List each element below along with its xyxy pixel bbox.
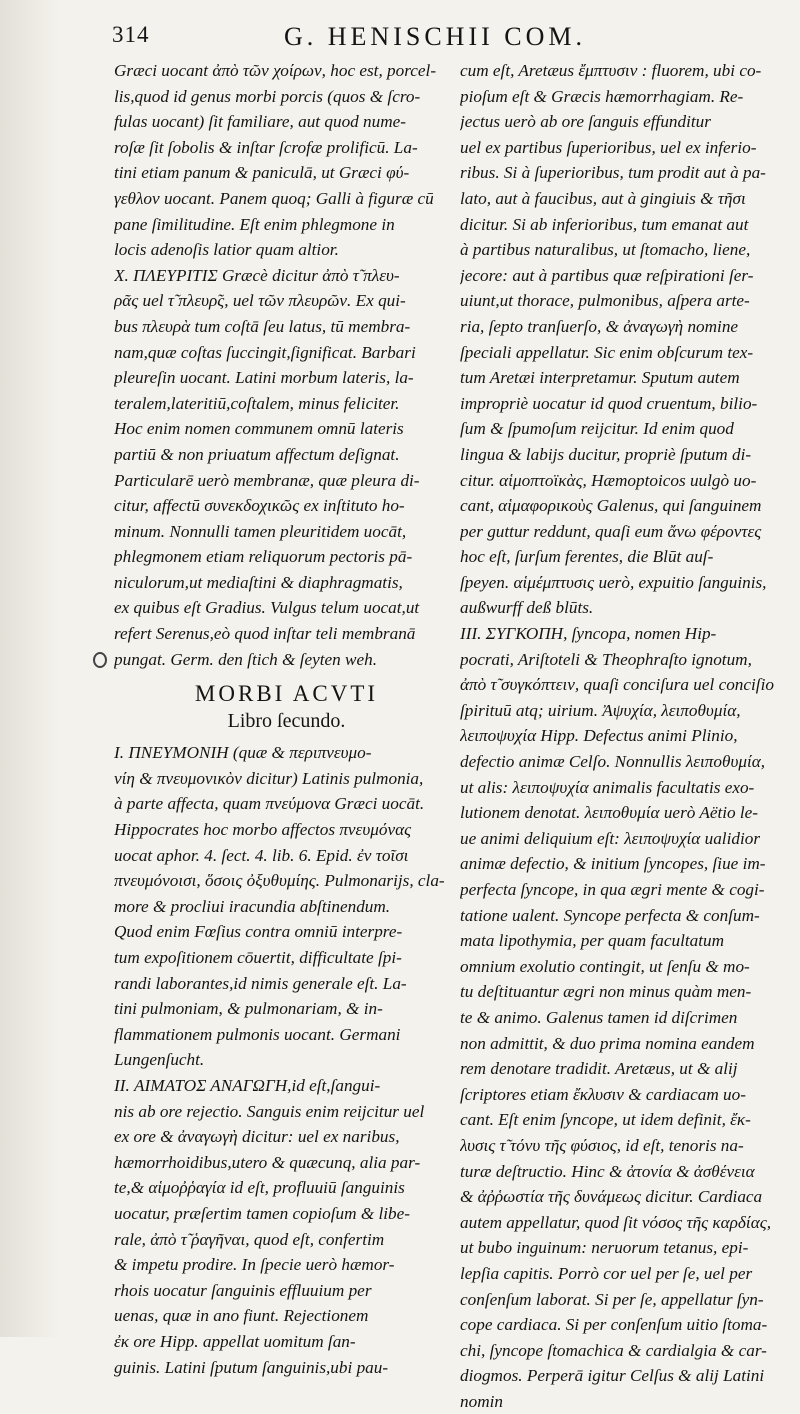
text-line: turæ deſtructio. Hinc & ἀτονία & ἀσθένεια <box>460 1161 755 1181</box>
text-line: rem denotare tradidit. Aretæus, ut & alij <box>460 1059 738 1079</box>
text-line: chi, ſyncope ſtomachica & cardialgia & car- <box>460 1340 767 1360</box>
text-line: fulas uocant) ſit familiare, aut quod nume- <box>114 112 407 132</box>
binding-hole-mark <box>93 652 107 668</box>
text-line: uiunt,ut thorace, pulmonibus, aſpera arte- <box>460 291 750 311</box>
text-line: ἀπὸ τ̃ συγκόπτειν, quaſi conciſura uel conciſio <box>460 675 774 695</box>
text-line: γεθλον uocant. Panem quoq; Galli à figuræ cū <box>114 188 434 208</box>
text-line: citur, affectū συνεκδοχικῶς ex inſtituto ho- <box>114 496 405 516</box>
text-line: defectio animæ Celſo. Nonnullis λειποθυμία, <box>460 752 766 772</box>
text-line: lutionem denotat. λειποθυμία uerò Aëtio le- <box>460 803 759 823</box>
left-text-block-1 <box>114 58 459 672</box>
text-line: ſpeciali appellatur. Sic enim obſcurum tex- <box>460 342 754 362</box>
text-line: per guttur reddunt, quaſi eum ἄνω φέροντες <box>460 521 762 541</box>
text-line: tini pulmoniam, & pulmonariam, & in- <box>114 999 383 1019</box>
text-line: jecore: aut à partibus quæ reſpirationi ſer- <box>460 265 754 285</box>
text-line: außwurff deß blūts. <box>460 598 594 618</box>
text-line: more & procliui iracundia abſtinendum. <box>114 896 391 916</box>
text-line: refert Serenus,eò quod inſtar teli membranā <box>114 624 416 644</box>
section-subheading: Libro ſecundo. <box>227 710 346 733</box>
left-text-block-2 <box>114 740 459 1380</box>
text-line: ex ore & ἀναγωγὴ dicitur: uel ex naribus, <box>114 1127 400 1147</box>
text-line: ſum & ſpumoſum reijcitur. Id enim quod <box>460 419 734 439</box>
text-line: conſenſum laborat. Si per ſe, appellatur ſyn- <box>460 1289 764 1309</box>
text-line: & ἀῤῥωστία τῆς δυνάμεως dicitur. Cardiaca <box>460 1187 763 1207</box>
page-number: 314 <box>112 22 150 47</box>
section-heading: MORBI ACVTI <box>194 681 379 707</box>
text-line: teralem,lateritiū,coſtalem, minus feliciter. <box>114 393 400 413</box>
page-gutter-shadow <box>0 0 60 1337</box>
text-line: randi laborantes,id nimis generale eſt. La- <box>114 973 407 993</box>
text-line: ut alis: λειποψυχία animalis facultatis exo- <box>460 777 755 797</box>
text-line: lato, aut à faucibus, aut à gingiuis & τῆσι <box>460 188 746 208</box>
text-line: νίη & πνευμονικὸν dicitur) Latinis pulmonia, <box>114 768 424 788</box>
text-line: omnium exolutio contingit, ut ſenſu & mo- <box>460 956 750 976</box>
text-line: uocat aphor. 4. ſect. 4. lib. 6. Epid. ἐν τοῖσι <box>114 845 409 865</box>
text-line: ſpirituū atq; uirium. Ἀψυχία, λειποθυμία, <box>460 700 741 720</box>
text-line: hæmorrhoidibus,utero & quæcunq, alia par- <box>114 1152 421 1172</box>
text-line: jectus uerò ab ore ſanguis effunditur <box>460 112 711 132</box>
text-line: animæ defectio, & initium ſyncopes, ſiue im- <box>460 854 766 874</box>
text-line: ue animi deliquium eſt: λειποψυχία ualidior <box>460 828 761 848</box>
text-line: ſcriptores etiam ἔκλυσιν & cardiacam uo- <box>460 1084 746 1104</box>
text-line: niculorum,ut mediaſtini & diaphragmatis, <box>114 572 403 592</box>
text-line: Hippocrates hoc morbo affectos πνευμόνας <box>114 820 412 840</box>
text-line: tum Aretæi interpretamur. Sputum autem <box>460 368 740 388</box>
text-line: bus πλευρὰ tum coſtā ſeu latus, tū membra- <box>114 316 411 336</box>
text-line: tu deſtituantur ægri non minus quàm men- <box>460 982 752 1002</box>
text-line: guinis. Latini ſputum ſanguinis,ubi pau- <box>114 1357 389 1377</box>
text-line: lingua & labijs ducitur, propriè ſputum di- <box>460 444 752 464</box>
text-line: tum expoſitionem cōuertit, difficultate ſpi- <box>114 948 402 967</box>
text-line: autem appellatur, quod ſit νόσος τῆς καρδίας, <box>460 1212 771 1232</box>
text-line: hoc eſt, ſurſum ferentes, die Blūt auſ- <box>460 547 714 567</box>
right-column <box>460 58 792 1414</box>
text-line: I. ΠΝΕΥΜΟΝΙΗ (quæ & περιπνευμο- <box>114 743 372 763</box>
text-line: minum. Nonnulli tamen pleuritidem uocāt, <box>114 521 407 541</box>
text-line: lis,quod id genus morbi porcis (quos & ſcro- <box>114 86 421 106</box>
text-line: impropriè uocatur id quod cruentum, bilio- <box>460 393 758 413</box>
text-line: Græci uocant ἀπὸ τῶν χοίρων, hoc est, porcel- <box>114 61 437 80</box>
text-line: cum eſt, Aretæus ἔμπτυσιν : fluorem, ubi co- <box>460 61 762 80</box>
text-line: te & animo. Galenus tamen id diſcrimen <box>460 1007 738 1027</box>
text-line: locis adenoſis latior quam altior. <box>114 240 339 260</box>
text-line: II. ΑΙΜΑΤΟΣ ΑΝΑΓΩΓΗ,id eſt,ſangui- <box>114 1075 381 1095</box>
text-line: X. ΠΛΕΥΡΙΤΙΣ Græcè dicitur ἀπὸ τ̃ πλευ- <box>114 265 400 285</box>
text-line: pane ſimilitudine. Eſt enim phlegmone in <box>114 214 395 234</box>
text-line: cope cardiaca. Si per conſenſum uitio ſtoma- <box>460 1315 768 1335</box>
text-line: λειποψυχία Hipp. Defectus animi Plinio, <box>460 726 738 746</box>
text-line: pungat. Germ. den ſtich & ſeyten weh. <box>114 649 378 669</box>
text-line: ex quibus eſt Gradius. Vulgus telum uocat,ut <box>114 598 420 618</box>
text-line: cant. Eſt enim ſyncope, ut idem definit, ἔκ- <box>460 1110 751 1130</box>
text-line: nis ab ore rejectio. Sanguis enim reijcitur uel <box>114 1101 425 1121</box>
text-line: Lungenſucht. <box>114 1050 205 1070</box>
text-line: uel ex partibus ſuperioribus, uel ex inferio- <box>460 137 757 157</box>
text-line: ut bubo inguinum: neruorum tetanus, epi- <box>460 1238 749 1258</box>
text-line: tini etiam panum & paniculā, ut Græci φύ- <box>114 163 410 183</box>
running-header <box>112 22 782 56</box>
text-line: ἐκ ore Hipp. appellat uomitum ſan- <box>114 1331 356 1351</box>
text-line: Hoc enim nomen communem omnū lateris <box>114 419 404 439</box>
text-line: pocrati, Ariſtoteli & Theophraſto ignotum, <box>460 649 752 669</box>
text-line: à partibus naturalibus, ut ſtomacho, liene, <box>460 240 751 260</box>
text-line: ſpeyen. αἱμέμπτυσις uerò, expuitio ſanguinis, <box>460 572 767 592</box>
text-line: ribus. Si à ſuperioribus, tum prodit aut à pa- <box>460 163 766 183</box>
text-line: πνευμόνοισι, ὅσοις ὀξυθυμίης. Pulmonarijs, cla- <box>114 871 445 891</box>
text-line: ria, ſepto tranſuerſo, & ἀναγωγὴ nomine <box>460 316 739 336</box>
text-line: lepſia capitis. Porrò cor uel per ſe, uel per <box>460 1263 753 1283</box>
text-line: partiū & non priuatum affectum deſignat. <box>114 444 400 464</box>
text-line: mata lipothymia, per quam facultatum <box>460 931 724 951</box>
right-text-block-1 <box>460 58 792 621</box>
text-line: citur. αἱμοπτοϊκὰς, Hæmoptoicos uulgò uo- <box>460 470 757 490</box>
running-title: G. HENISCHII COM. <box>284 22 586 51</box>
text-line: uenas, quæ in ano fiunt. Rejectionem <box>114 1306 369 1326</box>
text-line: pleureſin uocant. Latini morbum lateris, la- <box>114 368 414 388</box>
text-line: ρᾶς uel τ̃ πλευρ̃ς, uel τῶν πλευρῶν. Ex qui- <box>114 291 406 311</box>
text-line: à parte affecta, quam πνεύμονα Græci uocāt. <box>114 794 425 814</box>
left-column <box>114 58 459 1380</box>
text-line: pioſum eſt & Græcis hæmorrhagiam. Re- <box>460 86 744 106</box>
text-line: perfecta ſyncope, in qua ægri mente & cogi- <box>460 880 765 899</box>
text-line: rhois uocatur ſanguinis effluuium per <box>114 1280 372 1300</box>
text-line: nomin <box>460 1391 503 1411</box>
text-line: Quod enim Fœſius contra omniū interpre- <box>114 922 403 942</box>
text-line: & impetu prodire. In ſpecie uerò hæmor- <box>114 1255 395 1275</box>
text-line: λυσις τ̃ τόνυ τῆς φύσιος, id eſt, tenoris na- <box>460 1135 744 1155</box>
right-text-block-2 <box>460 621 792 1414</box>
text-line: nam,quæ coſtas ſuccingit,ſignificat. Barbari <box>114 342 416 362</box>
text-line: Particularē uerò membranæ, quæ pleura di- <box>114 470 420 490</box>
text-line: III. ΣΥΓΚΟΠΗ, ſyncopa, nomen Hip- <box>460 624 717 644</box>
text-line: diogmos. Perperā igitur Celſus & alij Latini <box>460 1366 765 1386</box>
text-line: uocatur, præſertim tamen copioſum & libe- <box>114 1203 410 1223</box>
text-line: roſæ ſit ſobolis & inſtar ſcrofæ prolificū. La- <box>114 137 418 157</box>
text-line: non admittit, & duo prima nomina eandem <box>460 1033 755 1053</box>
text-line: flammationem pulmonis uocant. Germani <box>114 1024 401 1044</box>
text-line: cant, αἱμαφορικοὺς Galenus, qui ſanguinem <box>460 496 762 516</box>
text-line: te,& αἱμοῤῥαγία id eſt, profluuiū ſanguinis <box>114 1178 405 1198</box>
text-line: rale, ἀπὸ τ̃ ῥαγῆναι, quod eſt, confertim <box>114 1229 385 1249</box>
text-line: dicitur. Si ab inferioribus, tum emanat aut <box>460 214 749 234</box>
text-line: tatione ualent. Syncope perfecta & conſum- <box>460 905 760 925</box>
text-line: phlegmonem etiam reliquorum pectoris pā- <box>114 547 413 567</box>
